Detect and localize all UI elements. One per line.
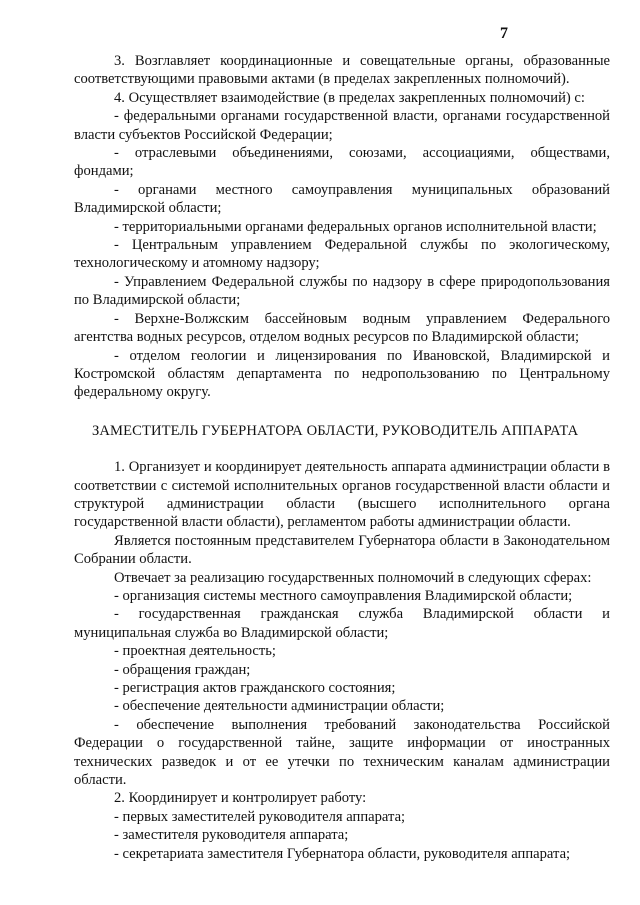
list-item: - организация системы местного самоуправления Владимирской области; bbox=[114, 587, 573, 604]
list-item: - отделом геологии и лицензирования по Ивановской, Владимирской и Костромской областям департамента по недропользованию по Центральному федеральному округу. bbox=[74, 347, 610, 401]
list-item: - Управлением Федеральной службы по надзору в сфере природопользования по Владимирской области; bbox=[74, 273, 610, 309]
list-item: - Верхне-Волжским бассейновым водным управлением Федерального агентства водных ресурсов, отделом водных ресурсов по Владимирской области; bbox=[74, 310, 610, 346]
list-item: - проектная деятельность; bbox=[114, 643, 276, 660]
list-item: - обеспечение деятельности администрации области; bbox=[114, 698, 445, 715]
list-item: - заместителя руководителя аппарата; bbox=[114, 827, 349, 844]
paragraph-responsibility: Отвечает за реализацию государственных полномочий в следующих сферах: bbox=[114, 569, 592, 586]
list-item: - обеспечение выполнения требований законодательства Российской Федерации о государственной тайне, защите информации от иностранных технических разведок и от ее утечки по техническим каналам администрации области. bbox=[74, 716, 610, 789]
list-item: - федеральными органами государственной власти, органами государственной власти субъектов Российской Федерации; bbox=[74, 108, 610, 143]
paragraph-coordinates-controls: 2. Координирует и контролирует работу: bbox=[114, 790, 367, 807]
list-item: - государственная гражданская служба Владимирской области и муниципальная служба во Владимирской области; bbox=[74, 606, 610, 641]
list-item: - территориальными органами федеральных органов исполнительной власти; bbox=[114, 218, 597, 235]
list-item: - регистрация актов гражданского состояния; bbox=[114, 680, 396, 696]
paragraph-representative: Является постоянным представителем Губернатора области в Законодательном Собрании области. bbox=[74, 532, 610, 568]
page-number: 7 bbox=[500, 25, 508, 42]
list-item: - обращения граждан; bbox=[114, 661, 251, 678]
list-item: - секретариата заместителя Губернатора области, руководителя аппарата; bbox=[114, 845, 571, 862]
paragraph-organizes: 1. Организует и координирует деятельность аппарата администрации области в соответствии с системой исполнительных органов государственной власти области и структурой администрации области (высшего исполнительного органа государственной власти области), регламентом работы администрации области. bbox=[74, 459, 610, 531]
list-item: - Центральным управлением Федеральной службы по экологическому, технологическому и атомному надзору; bbox=[74, 237, 610, 272]
paragraph-coordination-bodies: 3. Возглавляет координационные и совещательные органы, образованные соответствующими правовыми актами (в пределах закрепленных полномочий). bbox=[74, 53, 610, 88]
list-item: - первых заместителей руководителя аппарата; bbox=[114, 808, 406, 825]
section-heading: ЗАМЕСТИТЕЛЬ ГУБЕРНАТОРА ОБЛАСТИ, РУКОВОДИТЕЛЬ АППАРАТА bbox=[92, 422, 579, 439]
paragraph-interaction: 4. Осуществляет взаимодействие (в пределах закрепленных полномочий) с: bbox=[114, 89, 585, 106]
list-item: - отраслевыми объединениями, союзами, ассоциациями, обществами, фондами; bbox=[74, 145, 610, 180]
list-item: - органами местного самоуправления муниципальных образований Владимирской области; bbox=[74, 181, 610, 217]
